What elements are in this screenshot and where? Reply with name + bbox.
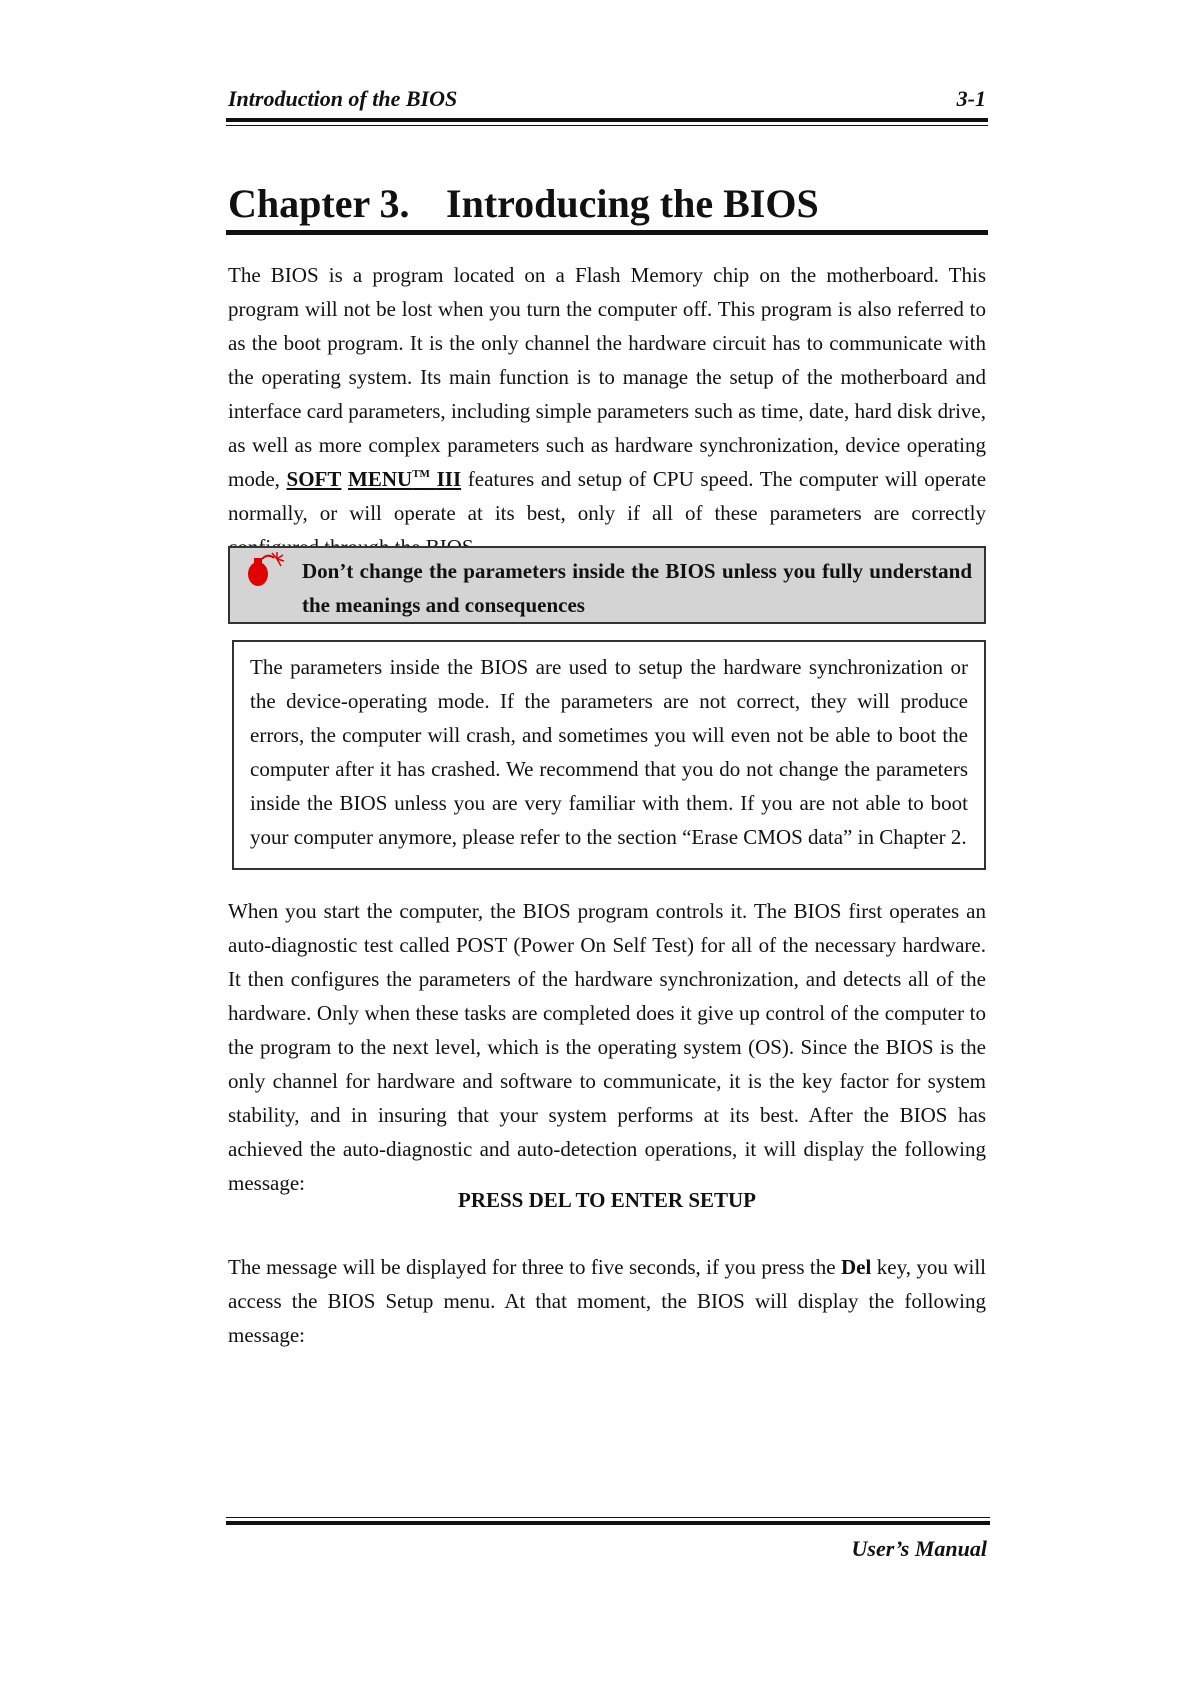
del-key: Del — [841, 1255, 872, 1279]
page-header — [228, 86, 986, 116]
soft-menu-link-continued: MENU™ III — [348, 467, 462, 491]
warning-box — [228, 546, 986, 624]
bomb-icon — [244, 550, 288, 590]
page-footer: User’s Manual — [851, 1536, 987, 1561]
post-paragraph: When you start the computer, the BIOS program controls it. The BIOS first operates an auto-diagnostic test called POST (Power On Self Test) for all of the necessary hardware. It then configures the parameters of the hardware synchronization, and detects all of the hardware. Only when these tasks are completed does it give up control of the computer to the program to the next level, which is the operating system (OS). Since the BIOS is the only channel for hardware and software to communicate, it is the key factor for system stability, and in insuring that your system performs at its best. After the BIOS has achieved the auto-diagnostic and auto-detection operations, it will display the following message: — [228, 899, 986, 1195]
chapter-number: Chapter 3. — [228, 181, 410, 226]
header-rule-thick — [226, 118, 988, 122]
note-text: The parameters inside the BIOS are used to setup the hardware synchronization or the device-operating mode. If the parameters are not correct, they will produce errors, the computer will crash, and sometimes you will even not be able to boot the computer after it has crashed. We recommend that you do not change the parameters inside the BIOS unless you are very familiar with them. If you are not able to boot your computer anymore, please refer to the section “Erase CMOS data” in Chapter 2. — [250, 655, 968, 849]
footer-rule-thick — [226, 1521, 990, 1525]
chapter-heading — [228, 180, 986, 227]
trademark-sup: TM — [412, 468, 430, 480]
del-key-paragraph: The message will be displayed for three to five seconds, if you press the Del key, you will access the BIOS Setup menu. At that moment, the BIOS will display the following message: — [228, 1255, 987, 1347]
intro-paragraph: The BIOS is a program located on a Flash Memory chip on the motherboard. This program will not be lost when you turn the computer off. This program is also referred to as the boot program. It is the only channel the hardware circuit has to communicate with the operating system. Its main function is to manage the setup of the motherboard and interface card parameters, including simple parameters such as time, date, hard disk drive, as well as more complex parameters such as hardware synchronization, device operating mode, SOFT MENU™ III features and setup of CPU speed. The computer will operate normally, or will operate at its best, only if all of these parameters are correctly — [228, 263, 987, 525]
header-rule-thin — [226, 125, 988, 126]
note-box — [232, 640, 986, 870]
chapter-title: Introducing the BIOS — [446, 181, 819, 226]
header-page-number: 3-1 — [956, 86, 986, 111]
warning-text: Don’t change the parameters inside the BIOS unless you fully understand the meanings and consequences — [302, 559, 972, 617]
header-section-title: Introduction of the BIOS — [228, 86, 458, 111]
setup-message: PRESS DEL TO ENTER SETUP — [458, 1188, 756, 1212]
chapter-rule — [226, 230, 988, 235]
footer-rule-thin — [226, 1517, 990, 1518]
soft-menu-link: SOFT — [286, 467, 342, 491]
